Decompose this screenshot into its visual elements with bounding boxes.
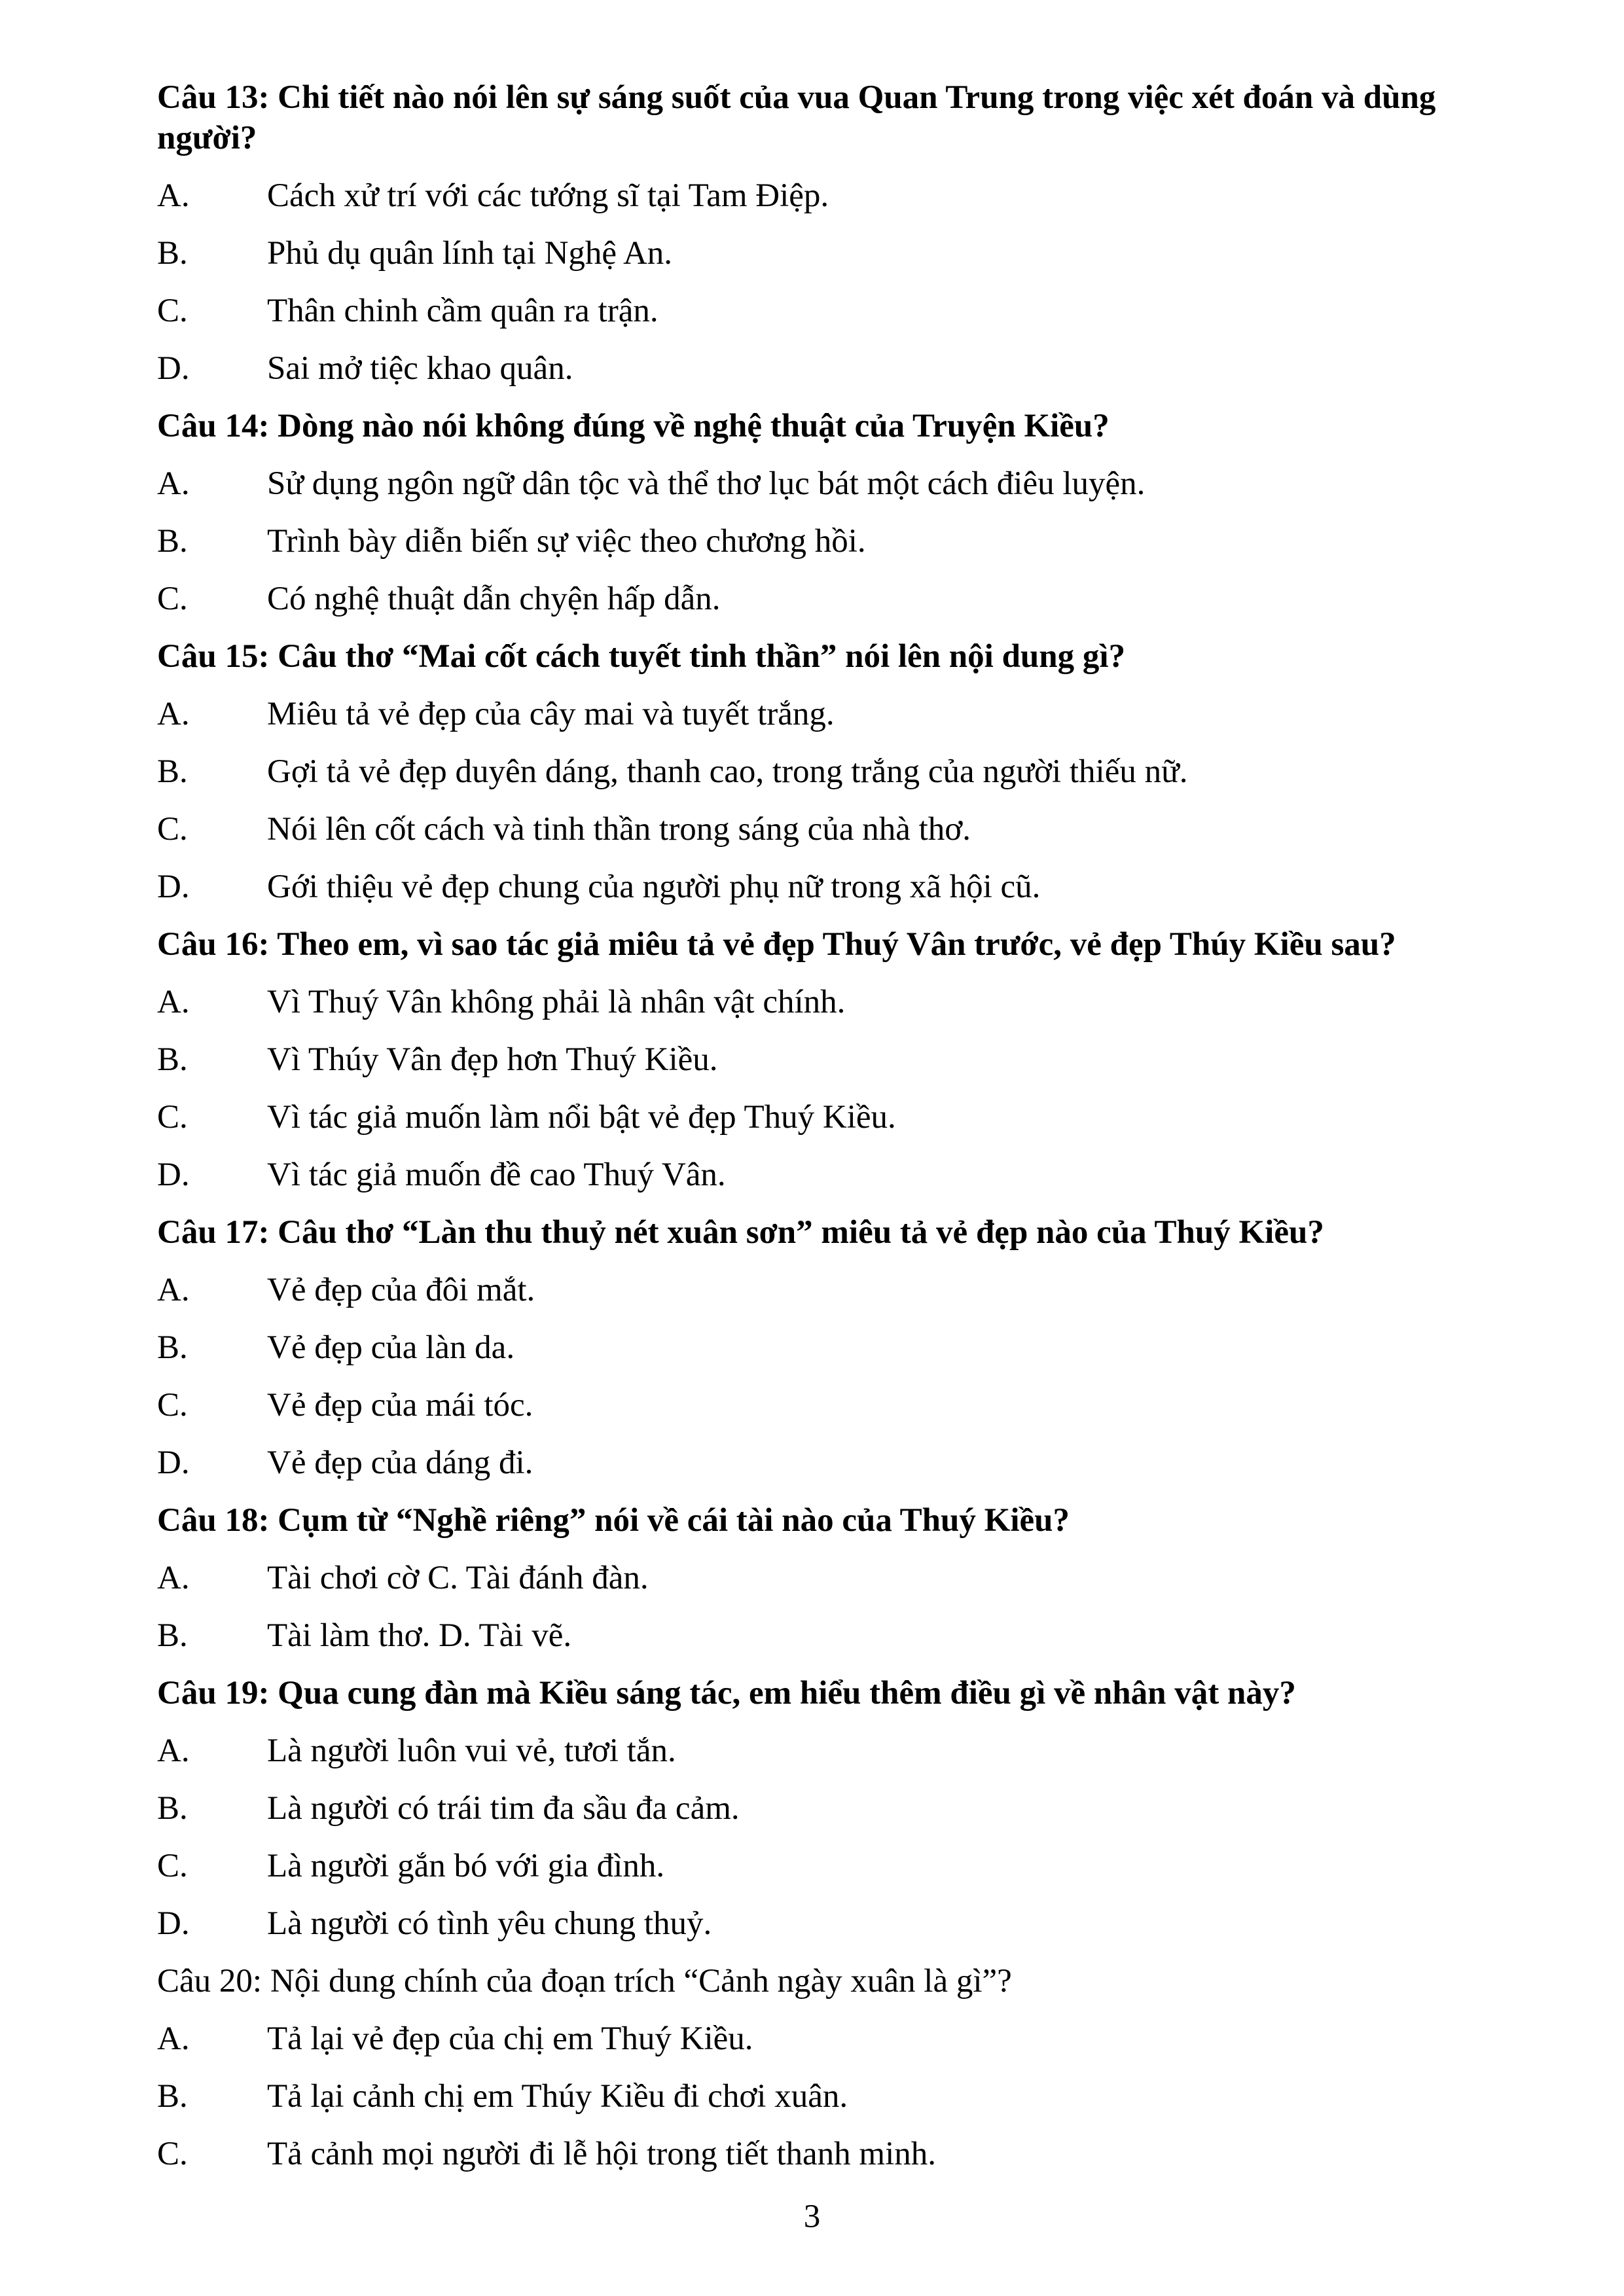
- option-letter: A.: [157, 2020, 190, 2057]
- option-b: [157, 233, 1532, 274]
- option-text: Vì tác giả muốn đề cao Thuý Vân.: [267, 1157, 726, 1193]
- option-letter: B.: [157, 523, 188, 560]
- option-text: Vẻ đẹp của mái tóc.: [267, 1387, 533, 1424]
- question-14: [157, 406, 1532, 619]
- option-a: [157, 982, 1532, 1022]
- option-c: [157, 2134, 1532, 2174]
- option-text: Vẻ đẹp của làn da.: [267, 1329, 515, 1366]
- question-text: Câu 20: Nội dung chính của đoạn trích “Cảnh ngày xuân là gì”?: [157, 1963, 1012, 2000]
- option-a: [157, 175, 1532, 216]
- question-15: [157, 636, 1532, 907]
- option-letter: B.: [157, 1041, 188, 1078]
- option-a: [157, 1270, 1532, 1310]
- option-letter: C.: [157, 581, 188, 617]
- option-text: Sai mở tiệc khao quân.: [267, 350, 573, 387]
- option-text: Tài làm thơ. D. Tài vẽ.: [267, 1617, 572, 1654]
- option-b: [157, 521, 1532, 562]
- option-c: [157, 809, 1532, 850]
- question-text: Câu 13: Chi tiết nào nói lên sự sáng suốt của vua Quan Trung trong việc xét đoán và dùng người?: [157, 79, 1436, 156]
- option-letter: C.: [157, 2136, 188, 2172]
- option-letter: C.: [157, 811, 188, 848]
- option-text: Là người luôn vui vẻ, tươi tắn.: [267, 1732, 676, 1769]
- option-letter: B.: [157, 1329, 188, 1366]
- option-text: Vì Thuý Vân không phải là nhân vật chính.: [267, 984, 846, 1020]
- option-letter: C.: [157, 1848, 188, 1884]
- option-text: Cách xử trí với các tướng sĩ tại Tam Điệp.: [267, 177, 829, 214]
- option-b: [157, 1788, 1532, 1829]
- option-text: Là người có tình yêu chung thuỷ.: [267, 1905, 712, 1942]
- option-letter: D.: [157, 350, 190, 387]
- option-letter: A.: [157, 465, 190, 502]
- option-a: [157, 2018, 1532, 2059]
- option-b: [157, 1039, 1532, 1080]
- option-a: [157, 1731, 1532, 1771]
- question-text: Câu 14: Dòng nào nói không đúng về nghệ thuật của Truyện Kiều?: [157, 408, 1110, 444]
- question-18: [157, 1500, 1532, 1656]
- option-letter: A.: [157, 1560, 190, 1596]
- question-19: [157, 1673, 1532, 1944]
- option-letter: A.: [157, 1272, 190, 1308]
- option-b: [157, 751, 1532, 792]
- option-letter: B.: [157, 1617, 188, 1654]
- option-c: [157, 1385, 1532, 1426]
- option-letter: D.: [157, 869, 190, 905]
- option-text: Vì tác giả muốn làm nổi bật vẻ đẹp Thuý Kiều.: [267, 1099, 896, 1136]
- option-a: [157, 463, 1532, 504]
- question-text: Câu 17: Câu thơ “Làn thu thuỷ nét xuân sơn” miêu tả vẻ đẹp nào của Thuý Kiều?: [157, 1214, 1324, 1251]
- option-d: [157, 867, 1532, 907]
- option-b: [157, 1327, 1532, 1368]
- option-text: Miêu tả vẻ đẹp của cây mai và tuyết trắng.: [267, 696, 835, 732]
- option-text: Là người có trái tim đa sầu đa cảm.: [267, 1790, 740, 1827]
- option-text: Có nghệ thuật dẫn chyện hấp dẫn.: [267, 581, 721, 617]
- question-text: Câu 19: Qua cung đàn mà Kiều sáng tác, em hiểu thêm điều gì về nhân vật này?: [157, 1675, 1296, 1712]
- option-text: Trình bày diễn biến sự việc theo chương hồi.: [267, 523, 866, 560]
- option-text: Vẻ đẹp của dáng đi.: [267, 1444, 533, 1481]
- option-text: Sử dụng ngôn ngữ dân tộc và thể thơ lục bát một cách điêu luyện.: [267, 465, 1146, 502]
- option-text: Vẻ đẹp của đôi mắt.: [267, 1272, 535, 1308]
- exam-page-content: [157, 77, 1532, 2191]
- option-letter: B.: [157, 235, 188, 272]
- option-d: [157, 1155, 1532, 1195]
- option-text: Gới thiệu vẻ đẹp chung của người phụ nữ trong xã hội cũ.: [267, 869, 1041, 905]
- option-d: [157, 1903, 1532, 1944]
- option-letter: D.: [157, 1157, 190, 1193]
- question-text: Câu 18: Cụm từ “Nghề riêng” nói về cái tài nào của Thuý Kiều?: [157, 1502, 1070, 1539]
- question-text: Câu 16: Theo em, vì sao tác giả miêu tả vẻ đẹp Thuý Vân trước, vẻ đẹp Thúy Kiều sau?: [157, 926, 1396, 963]
- page-number: 3: [803, 2198, 821, 2235]
- option-letter: B.: [157, 753, 188, 790]
- option-text: Gợi tả vẻ đẹp duyên dáng, thanh cao, trong trắng của người thiếu nữ.: [267, 753, 1188, 790]
- option-letter: C.: [157, 1099, 188, 1136]
- option-text: Thân chinh cầm quân ra trận.: [267, 293, 659, 329]
- option-letter: C.: [157, 293, 188, 329]
- option-letter: A.: [157, 984, 190, 1020]
- option-text: Phủ dụ quân lính tại Nghệ An.: [267, 235, 673, 272]
- question-17: [157, 1212, 1532, 1483]
- option-text: Là người gắn bó với gia đình.: [267, 1848, 665, 1884]
- question-text: Câu 15: Câu thơ “Mai cốt cách tuyết tinh thần” nói lên nội dung gì?: [157, 638, 1126, 675]
- option-letter: C.: [157, 1387, 188, 1424]
- option-b: [157, 1615, 1532, 1656]
- question-16: [157, 924, 1532, 1195]
- option-letter: B.: [157, 1790, 188, 1827]
- option-c: [157, 579, 1532, 619]
- option-letter: A.: [157, 177, 190, 214]
- option-d: [157, 1443, 1532, 1483]
- option-c: [157, 1846, 1532, 1886]
- option-text: Tả lại vẻ đẹp của chị em Thuý Kiều.: [267, 2020, 753, 2057]
- option-letter: A.: [157, 1732, 190, 1769]
- option-c: [157, 1097, 1532, 1138]
- option-d: [157, 348, 1532, 389]
- option-a: [157, 694, 1532, 734]
- option-text: Tài chơi cờ C. Tài đánh đàn.: [267, 1560, 649, 1596]
- option-text: Vì Thúy Vân đẹp hơn Thuý Kiều.: [267, 1041, 718, 1078]
- option-b: [157, 2076, 1532, 2117]
- option-text: Nói lên cốt cách và tinh thần trong sáng của nhà thơ.: [267, 811, 971, 848]
- option-c: [157, 291, 1532, 331]
- option-a: [157, 1558, 1532, 1598]
- option-letter: A.: [157, 696, 190, 732]
- option-text: Tả lại cảnh chị em Thúy Kiều đi chơi xuân.: [267, 2078, 848, 2115]
- question-13: [157, 77, 1532, 389]
- option-text: Tả cảnh mọi người đi lễ hội trong tiết thanh minh.: [267, 2136, 937, 2172]
- option-letter: B.: [157, 2078, 188, 2115]
- option-letter: D.: [157, 1905, 190, 1942]
- option-letter: D.: [157, 1444, 190, 1481]
- question-20: [157, 1961, 1532, 2174]
